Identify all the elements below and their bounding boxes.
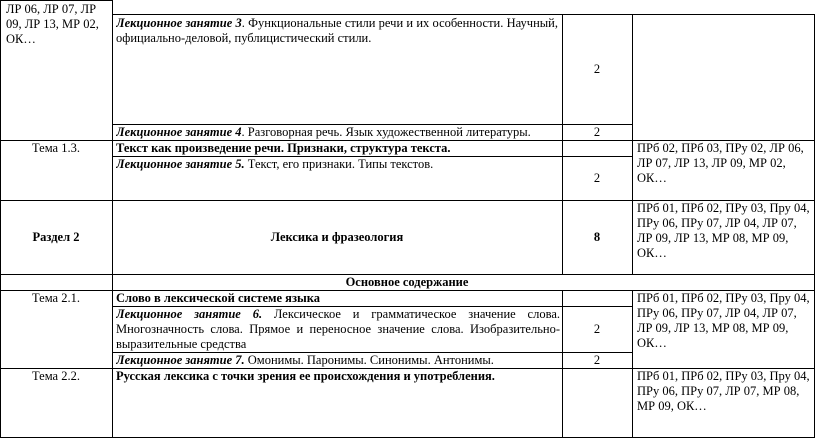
hours-value: 2 [593, 353, 601, 367]
hours-cell [562, 62, 632, 77]
codes-cell [637, 291, 813, 351]
lecture-cell [116, 16, 558, 46]
hours-value: 2 [593, 62, 601, 76]
lecture-text: . Функциональные стили речи и их особенности. Научный, официально-деловой, публицистический стили. [116, 16, 558, 45]
lecture-cell [116, 157, 560, 172]
hours-value: 2 [593, 125, 601, 139]
codes-text: ЛР 06, ЛР 07, ЛР 09, ЛР 13, МР 02, ОК… [6, 2, 99, 46]
lecture-title: Лекционное занятие 6. [116, 307, 263, 321]
lecture-cell [116, 353, 560, 368]
hours-cell [562, 353, 632, 368]
hours-value: 2 [593, 171, 601, 185]
lecture-text: Лексическое и грамматическое значение слова. Многозначность слова. Прямое и переносное значение слова. Изобразительно-выразительные средства [116, 307, 560, 351]
codes-cell [637, 201, 813, 261]
lecture-cell [116, 125, 560, 140]
lecture-title: Лекционное занятие 7. [116, 353, 245, 367]
codes-text: ПРб 02, ПРб 03, ПРу 02, ЛР 06, ЛР 07, ЛР 13, ЛР 09, МР 02, ОК… [637, 141, 804, 185]
lecture-text: . Разговорная речь. Язык художественной литературы. [241, 125, 531, 139]
hours-cell [562, 171, 632, 186]
hours-value: 2 [593, 322, 601, 336]
section-hours-value: 8 [593, 230, 601, 244]
section-label-text: Раздел 2 [32, 230, 80, 244]
topic-heading [116, 141, 560, 156]
topic-heading [116, 369, 560, 384]
topic-label-text: Тема 2.2. [32, 369, 80, 383]
codes-text: ПРб 01, ПРб 02, ПРу 03, Пру 04, ПРу 06, ПРу 07, ЛР 04, ЛР 07, ЛР 09, ЛР 13, МР 08, МР 09, ОК… [637, 201, 810, 260]
topic-label [0, 291, 112, 306]
codes-text: ПРб 01, ПРб 02, ПРу 03, Пру 04, ПРу 06, ПРу 07, ЛР 07, МР 08, МР 09, ОК… [637, 369, 810, 413]
codes-cell [637, 141, 813, 186]
hours-cell [562, 322, 632, 337]
lecture-text: Текст, его признаки. Типы текстов. [244, 157, 434, 171]
codes-cell [637, 369, 813, 414]
topic-heading-text: Слово в лексической системе языка [116, 291, 320, 305]
section-title [112, 230, 562, 245]
section-title-text: Лексика и фразеология [270, 230, 404, 244]
section-label [0, 230, 112, 245]
lecture-title: Лекционное занятие 5. [116, 157, 245, 171]
lecture-title: Лекционное занятие 4 [116, 125, 242, 139]
hours-cell [562, 125, 632, 140]
codes-cell [6, 2, 110, 47]
main-content-heading [0, 275, 814, 290]
topic-label-text: Тема 1.3. [32, 141, 80, 155]
topic-label [0, 141, 112, 156]
topic-heading [116, 291, 560, 306]
lecture-text: Омонимы. Паронимы. Синонимы. Антонимы. [244, 353, 494, 367]
main-content-text: Основное содержание [345, 275, 469, 289]
lecture-title: Лекционное занятие 3 [116, 16, 242, 30]
codes-text: ПРб 01, ПРб 02, ПРу 03, Пру 04, ПРу 06, ПРу 07, ЛР 04, ЛР 07, ЛР 09, ЛР 13, МР 08, МР 09, ОК… [637, 291, 810, 350]
section-hours [562, 230, 632, 245]
topic-label-text: Тема 2.1. [32, 291, 80, 305]
lecture-cell [116, 307, 560, 352]
topic-heading-text: Текст как произведение речи. Признаки, структура текста. [116, 141, 451, 155]
topic-label [0, 369, 112, 384]
topic-heading-text: Русская лексика с точки зрения ее происхождения и употребления. [116, 369, 495, 383]
